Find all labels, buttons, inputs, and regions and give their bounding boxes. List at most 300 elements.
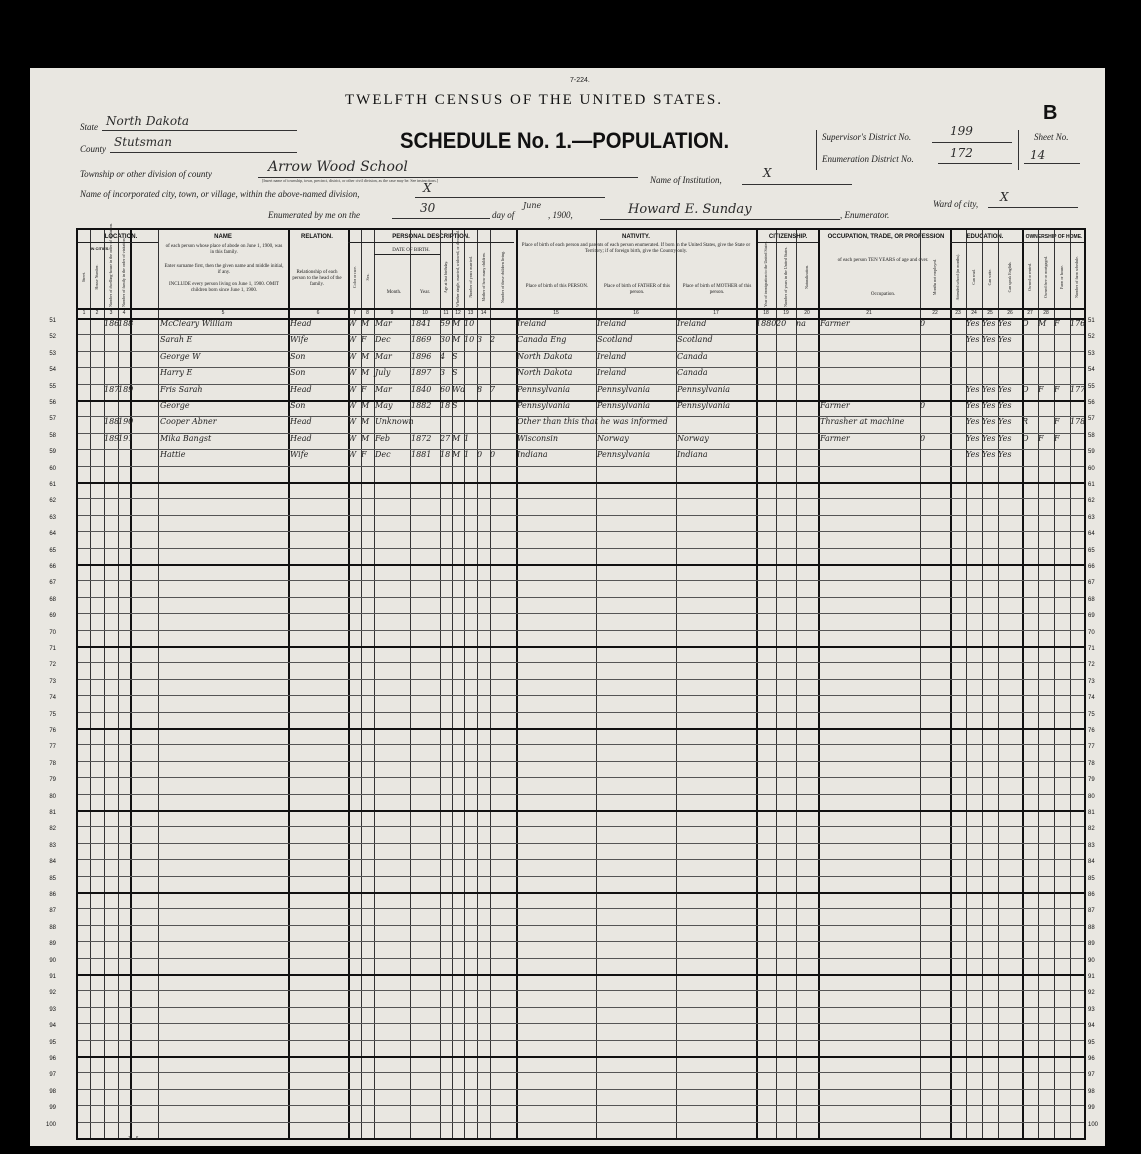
row-number: 63 [49, 514, 56, 521]
grid-column-line [776, 230, 777, 1138]
grid-row-line [78, 744, 1084, 745]
institution-line [742, 184, 852, 185]
grid-column-line [818, 230, 820, 1138]
column-subheader: Mother of how many children. [480, 252, 486, 302]
grid-row-line [78, 613, 1084, 614]
row-number-right: 92 [1088, 990, 1095, 997]
entry-sex: M [361, 319, 370, 328]
entry-father: Ireland [597, 319, 627, 328]
column-number: 15 [553, 310, 559, 316]
place-father-header: Place of birth of FATHER of this person. [603, 284, 670, 295]
relation-header: RELATION. [301, 234, 333, 240]
entry-month: Unknown [375, 417, 414, 427]
state-line [102, 130, 297, 131]
row-number: 98 [49, 1088, 56, 1095]
entry-father: Pennsylvania [597, 401, 651, 410]
entry-relation: Head [290, 417, 312, 427]
grid-column-line [452, 230, 453, 1138]
entry-month: Mar [375, 384, 392, 394]
entry-marital: S [452, 351, 458, 361]
row-number: 72 [49, 662, 56, 669]
row-number: 95 [49, 1039, 56, 1046]
entry-write: Yes [982, 384, 996, 394]
sheet-letter: B [1043, 102, 1058, 124]
occupation-description: of each person TEN YEARS of age and over. [837, 258, 929, 263]
entry-english: Yes [998, 401, 1012, 410]
grid-row-line [78, 925, 1084, 926]
entry-marital: S [452, 368, 458, 378]
grid-row-line [78, 646, 1084, 648]
ward-label: Ward of city, [933, 199, 979, 209]
column-subheader: Number of these children living. [500, 250, 505, 304]
month-header: Month. [386, 290, 402, 295]
census-sheet [30, 68, 1105, 1146]
column-number: 1 [82, 310, 86, 316]
enumerator-label: , Enumerator. [840, 210, 890, 220]
grid-column-line [464, 230, 465, 1138]
column-subheader: Attended school (in months). [955, 253, 960, 301]
incorporated-value: X [423, 181, 432, 195]
row-number-right: 66 [1088, 564, 1095, 570]
grid-row-line [78, 482, 1084, 484]
row-number: 90 [49, 957, 56, 964]
entry-mother: Ireland [677, 319, 707, 328]
enumeration-label: Enumeration District No. [822, 154, 914, 164]
grid-row-line [78, 876, 1084, 877]
column-number: 23 [955, 310, 961, 316]
entry-unemployed: 0 [920, 319, 926, 328]
entry-father: Ireland [597, 351, 627, 361]
row-number: 82 [49, 826, 56, 833]
row-number: 69 [49, 613, 56, 620]
entry-year: 1896 [411, 351, 432, 361]
column-number: 9 [390, 310, 394, 316]
entry-place: North Dakota [517, 368, 573, 378]
column-number: 5 [221, 310, 225, 316]
row-number-right: 96 [1088, 1056, 1095, 1062]
entry-sex: F [361, 335, 367, 345]
entry-english: Yes [998, 433, 1012, 443]
entry-english: Yes [998, 335, 1012, 345]
row-number: 66 [49, 564, 56, 570]
row-number: 83 [49, 842, 56, 849]
entry-years-married: 1 [464, 433, 470, 443]
row-number: 76 [49, 728, 56, 734]
enumeration-line [938, 163, 1012, 164]
entry-sex: M [361, 401, 370, 410]
entry-marital: M [452, 319, 461, 328]
row-number-right: 60 [1088, 465, 1095, 472]
column-subheader: Street. [81, 271, 86, 283]
entry-marital: M [452, 450, 461, 460]
entry-dwelling: 187 [104, 384, 120, 394]
row-number: 77 [49, 744, 56, 751]
grid-row-line [78, 679, 1084, 680]
entry-color: W [348, 319, 357, 328]
ward-line [988, 207, 1078, 208]
grid-row-line [78, 1007, 1084, 1008]
row-number: 81 [49, 810, 56, 816]
entry-years-married: 1 [464, 450, 470, 460]
column-number: 12 [455, 310, 461, 316]
column-subheader: Owned or rented. [1027, 263, 1032, 291]
entry-dwelling: 189 [104, 433, 120, 443]
grid-column-line [374, 230, 375, 1138]
grid-row-line [78, 826, 1084, 827]
row-number-right: 89 [1088, 941, 1095, 948]
entry-marital: S [452, 401, 458, 410]
row-number: 51 [49, 318, 56, 324]
row-number: 52 [49, 334, 56, 341]
row-number: 55 [49, 383, 56, 390]
column-number: 28 [1043, 310, 1049, 316]
entry-age: 60 [440, 384, 451, 394]
grid-column-line [796, 230, 797, 1138]
column-number: 3 [109, 310, 113, 316]
column-number: 25 [987, 310, 993, 316]
grid-column-line [158, 230, 159, 1138]
row-number: 99 [49, 1105, 56, 1112]
entry-years-married: 10 [464, 319, 475, 328]
entry-relation: Son [290, 368, 306, 378]
entry-father: Norway [597, 433, 629, 443]
column-subheader: Farm or house. [1059, 264, 1064, 290]
entry-farm: F [1054, 433, 1060, 443]
entry-sex: M [361, 417, 370, 427]
column-number: 4 [122, 310, 126, 316]
grid-column-line [361, 230, 362, 1138]
education-header: EDUCATION. [966, 234, 1004, 240]
entry-year: 1897 [411, 368, 432, 378]
township-note: [Insert name of township, town, precinct, district, or other civil division, as the case may be. See instructions.] [262, 178, 439, 183]
entry-year: 1841 [411, 319, 432, 328]
row-number-right: 65 [1088, 547, 1095, 554]
grid-column-line [1054, 230, 1055, 1138]
entry-immig: 1880 [756, 319, 777, 328]
grid-row-line [78, 843, 1084, 844]
entry-age: 59 [440, 319, 451, 328]
column-number: 24 [971, 310, 977, 316]
entry-english: Yes [998, 417, 1012, 427]
entry-year: 1881 [411, 450, 432, 460]
grid-column-line [966, 230, 967, 1138]
column-number: 21 [866, 310, 872, 316]
township-label: Township or other division of county [80, 169, 212, 179]
column-subheader: Can speak English. [1007, 261, 1012, 293]
grid-column-line [756, 230, 758, 1138]
township-value: Arrow Wood School [268, 159, 408, 175]
row-number-right: 77 [1088, 744, 1095, 751]
entry-relation: Head [290, 433, 312, 443]
row-number-right: 64 [1088, 531, 1095, 538]
row-number-right: 73 [1088, 678, 1095, 685]
entry-farm: F [1054, 417, 1060, 427]
row-number: 71 [49, 646, 56, 652]
grid-row-line [78, 1056, 1084, 1058]
column-number: 20 [804, 310, 810, 316]
entry-color: W [348, 351, 357, 361]
entry-relation: Head [290, 384, 312, 394]
column-subheader: Owned free or mortgaged. [1043, 255, 1048, 299]
entry-family: 190 [118, 417, 134, 427]
entry-years-married: 10 [464, 335, 475, 345]
county-label: County [80, 144, 106, 154]
row-number-right: 71 [1088, 646, 1095, 652]
entry-sex: M [361, 368, 370, 378]
entry-name: Sarah E [160, 335, 193, 345]
row-number-right: 83 [1088, 842, 1095, 849]
entry-age: 27 [440, 433, 451, 443]
entry-color: W [348, 401, 357, 410]
entry-color: W [348, 450, 357, 460]
row-number-right: 93 [1088, 1006, 1095, 1013]
entry-sex: M [361, 433, 370, 443]
row-number-right: 84 [1088, 859, 1095, 866]
row-number-right: 61 [1088, 482, 1095, 488]
row-number-right: 100 [1088, 1121, 1099, 1128]
grid-column-line [118, 230, 119, 1138]
supervisor-value: 199 [950, 124, 973, 138]
entry-children: 3 [477, 335, 483, 345]
column-subheader: Year of immigration to the United States. [763, 241, 768, 307]
grid-row-line [78, 531, 1084, 532]
entry-year: 1840 [411, 384, 432, 394]
year-header: Year. [419, 290, 431, 295]
census-title: TWELFTH CENSUS OF THE UNITED STATES. [345, 92, 724, 108]
grid-row-line [78, 1105, 1084, 1106]
entry-place: Pennsylvania [517, 384, 571, 394]
county-value: Stutsman [114, 135, 173, 149]
grid-row-line [374, 254, 440, 255]
entry-children: 0 [477, 450, 483, 460]
column-subheader: Number of years married. [467, 256, 473, 298]
grid-column-line [490, 230, 491, 1138]
entry-living: 2 [490, 335, 496, 345]
grid-column-line [348, 230, 350, 1138]
entry-marital: M [452, 335, 461, 345]
grid-column-line [920, 230, 921, 1138]
entry-mother: Canada [677, 368, 708, 378]
row-number-right: 80 [1088, 793, 1095, 800]
entry-name: Hattie [160, 450, 186, 460]
grid-column-line [130, 230, 132, 1138]
row-number: 84 [49, 859, 56, 866]
row-number-right: 53 [1088, 350, 1095, 357]
row-number-right: 72 [1088, 662, 1095, 669]
row-number: 86 [49, 892, 56, 898]
row-number: 79 [49, 777, 56, 784]
entry-in-us: 20 [776, 319, 787, 328]
row-number-right: 91 [1088, 974, 1095, 980]
grid-column-line [950, 230, 952, 1138]
enumerated-day-line [392, 218, 490, 219]
entry-read: Yes [966, 319, 980, 328]
entry-year: 1872 [411, 433, 432, 443]
column-number: 7 [353, 310, 356, 316]
row-number-right: 90 [1088, 957, 1095, 964]
ward-value: X [1000, 190, 1009, 204]
row-number: 93 [49, 1006, 56, 1013]
row-number-right: 75 [1088, 711, 1095, 718]
entry-age: 18 [440, 450, 451, 460]
location-header: LOCATION. [104, 234, 138, 240]
name-instruction: Enter surname first, then the given name and middle initial, if any. [164, 264, 284, 275]
grid-row-line [78, 1040, 1084, 1041]
grid-row-line [78, 564, 1084, 566]
row-number: 94 [49, 1023, 56, 1030]
entry-relation: Son [290, 351, 306, 361]
grid-row-line [78, 974, 1084, 976]
entry-place: Ireland [517, 319, 547, 328]
row-number-right: 85 [1088, 875, 1095, 882]
entry-name: Mika Bangst [160, 433, 212, 443]
entry-owned: R [1022, 417, 1029, 427]
entry-month: July [375, 368, 391, 378]
column-number: 14 [480, 310, 487, 316]
sheet-value: 14 [1030, 148, 1046, 162]
row-number: 67 [49, 580, 56, 587]
entry-farm: F [1054, 384, 1060, 394]
grid-row-line [78, 1023, 1084, 1024]
grid-row-line [78, 597, 1084, 598]
entry-relation: Wife [290, 335, 309, 345]
incorporated-label: Name of incorporated city, town, or village, within the above-named division, [80, 189, 360, 199]
enumerated-year: , 1900, [548, 210, 573, 220]
state-label: State [80, 122, 98, 132]
in-cities-header: IN CITIES. [90, 246, 110, 251]
column-subheader: Number of farm schedule. [1074, 256, 1079, 298]
grid-row-line [78, 695, 1084, 696]
entry-age: 3 [440, 368, 446, 378]
grid-row-line [78, 777, 1084, 778]
place-mother-header: Place of birth of MOTHER of this person. [682, 284, 752, 295]
entry-owned: O [1022, 319, 1029, 328]
row-number-right: 57 [1088, 416, 1095, 423]
row-number: 74 [49, 695, 56, 702]
grid-column-line [288, 230, 290, 1138]
entry-month: May [375, 401, 393, 410]
row-number: 91 [49, 974, 56, 980]
entry-father: Pennsylvania [597, 450, 651, 460]
entry-english: Yes [998, 319, 1012, 328]
row-number: 68 [49, 596, 56, 603]
entry-family: 188 [118, 319, 134, 328]
entry-write: Yes [982, 335, 996, 345]
institution-label: Name of Institution, [650, 175, 722, 185]
entry-mother: Indiana [677, 450, 708, 460]
row-number-right: 88 [1088, 924, 1095, 931]
grid-column-line [410, 230, 411, 1138]
row-number-right: 62 [1088, 498, 1095, 505]
bracket-right [1018, 130, 1019, 170]
entry-free: F [1038, 384, 1044, 394]
entry-living: 7 [490, 384, 496, 394]
entry-place: Indiana [517, 450, 548, 460]
entry-write: Yes [982, 319, 996, 328]
column-number: 26 [1007, 310, 1013, 316]
row-number: 54 [49, 367, 56, 374]
grid-row-line [78, 794, 1084, 795]
occupation-header: OCCUPATION, TRADE, OR PROFESSION [827, 234, 945, 240]
grid-row-line [78, 1122, 1084, 1123]
enumeration-value: 172 [950, 146, 973, 160]
name-description: of each person whose place of abode on June 1, 1900, was in this family. [165, 244, 283, 255]
entry-unemployed: 0 [920, 401, 926, 410]
entry-name: Cooper Abner [160, 417, 217, 427]
row-number: 61 [49, 482, 56, 488]
entry-read: Yes [966, 450, 980, 460]
row-number: 92 [49, 990, 56, 997]
grid-column-line [516, 230, 518, 1138]
row-number-right: 81 [1088, 810, 1095, 816]
row-number: 75 [49, 711, 56, 718]
entry-father: Scotland [597, 335, 633, 345]
entry-father: Ireland [597, 368, 627, 378]
institution-value: X [763, 166, 772, 180]
grid-column-line [676, 230, 677, 1138]
entry-owned: O [1022, 384, 1029, 394]
row-number-right: 70 [1088, 629, 1095, 636]
date-of-birth-header: DATE OF BIRTH. [392, 248, 430, 253]
row-number-right: 51 [1088, 318, 1095, 324]
entry-occupation: Farmer [820, 319, 850, 328]
entry-living: 0 [490, 450, 496, 460]
entry-sex: F [361, 450, 367, 460]
row-number-right: 79 [1088, 777, 1095, 784]
entry-sex: F [361, 384, 367, 394]
bracket-left [816, 130, 817, 170]
column-subheader: Can read. [971, 269, 976, 285]
grid-row-line [78, 761, 1084, 762]
row-number: 96 [49, 1056, 56, 1062]
entry-mother: Pennsylvania [677, 384, 731, 394]
entry-name: George W [160, 351, 201, 361]
grid-row-line [78, 580, 1084, 581]
column-subheader: Color or race. [351, 265, 357, 289]
column-number: 2 [95, 310, 99, 316]
row-number-right: 74 [1088, 695, 1095, 702]
row-number: 88 [49, 924, 56, 931]
occupation-column-header: Occupation. [870, 292, 896, 297]
enumerator-name: Howard E. Sunday [628, 202, 752, 217]
row-number: 78 [49, 760, 56, 767]
row-number-right: 55 [1088, 383, 1095, 390]
row-number: 53 [49, 350, 56, 357]
entry-read: Yes [966, 384, 980, 394]
entry-free: M [1038, 319, 1047, 328]
entry-children: 8 [477, 384, 483, 394]
row-number: 57 [49, 416, 56, 423]
grid-row-line [78, 466, 1084, 467]
column-subheader: House Number. [94, 264, 99, 290]
entry-color: W [348, 368, 357, 378]
grid-column-line [90, 230, 91, 1138]
entry-read: Yes [966, 417, 980, 427]
grid-row-line [78, 712, 1084, 713]
row-number-right: 63 [1088, 514, 1095, 521]
grid-row-line [78, 1089, 1084, 1090]
grid-row-line [78, 548, 1084, 549]
grid-row-line [78, 892, 1084, 894]
entry-month: Dec [375, 450, 391, 460]
entry-read: Yes [966, 433, 980, 443]
column-subheader: Number of dwelling-house in the order of visitation. [108, 223, 113, 307]
entry-age: 18 [440, 401, 451, 410]
day-of-label: day of [492, 210, 515, 220]
entry-year: 1882 [411, 401, 432, 410]
entry-place: Pennsylvania [517, 401, 571, 410]
column-number: 22 [932, 310, 938, 316]
